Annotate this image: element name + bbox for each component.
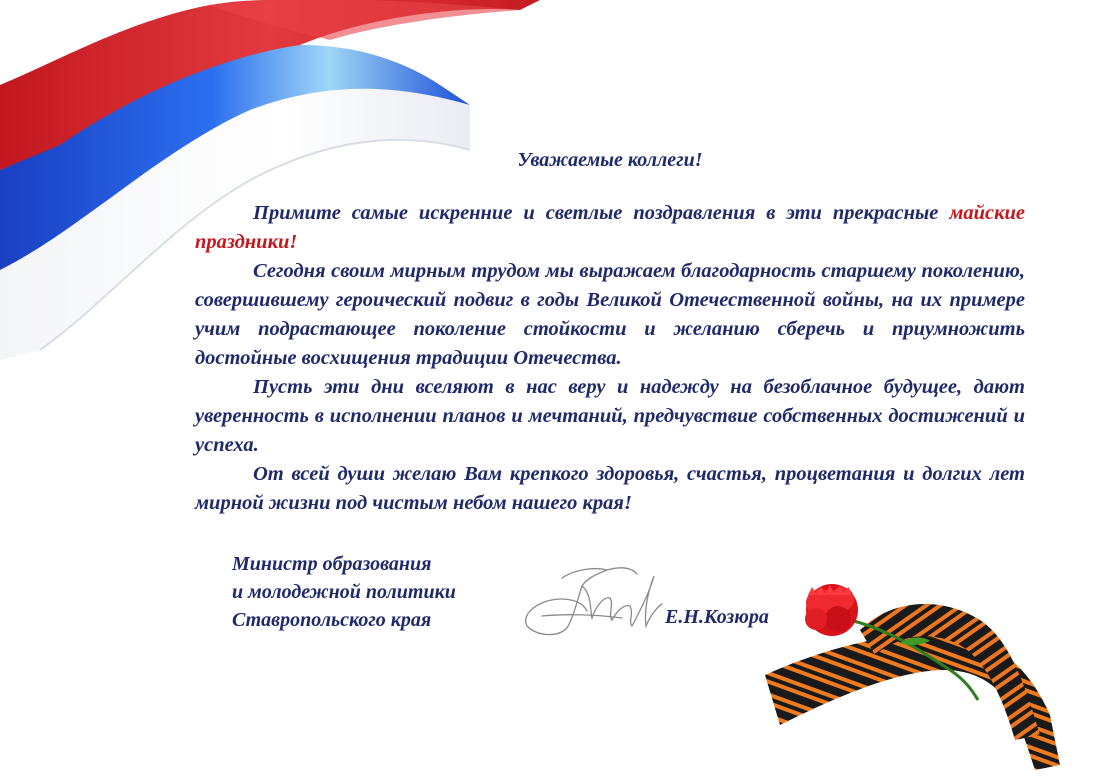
- signer-title-line: Ставропольского края: [232, 609, 432, 631]
- paragraph-4: От всей души желаю Вам крепкого здоровья, счастья, процветания и долгих лет мирной жизни под чистым небом нашего края!: [195, 463, 1025, 514]
- signer-name: Е.Н.Козюра: [665, 606, 769, 628]
- greeting: Уважаемые коллеги!: [517, 149, 703, 171]
- signer-title-line: и молодежной политики: [232, 581, 456, 603]
- paragraph-text: Примите самые искренние и светлые поздравления в эти прекрасные: [253, 202, 950, 224]
- handwritten-signature: [512, 556, 672, 646]
- letter-body: [195, 146, 1025, 518]
- signer-title-line: Министр образования: [232, 553, 432, 575]
- holiday-highlight: майские праздники!: [195, 202, 1025, 253]
- paragraph-3: Пусть эти дни вселяют в нас веру и надежду на безоблачное будущее, дают уверенность в исполнении планов и мечтаний, предчувствие собственных достижений и успеха.: [195, 376, 1025, 456]
- red-carnation-icon: [805, 584, 858, 636]
- signer-title: [232, 550, 456, 634]
- st-george-ribbon-decoration: [750, 575, 1100, 778]
- paragraph-2: Сегодня своим мирным трудом мы выражаем благодарность старшему поколению, совершившему героический подвиг в годы Великой Отечественной войны, на их примере учим подрастающее поколение стойкости и желанию сберечь и приумножить достойные восхищения традиции Отечества.: [195, 260, 1025, 369]
- paragraph-1: [195, 199, 1025, 257]
